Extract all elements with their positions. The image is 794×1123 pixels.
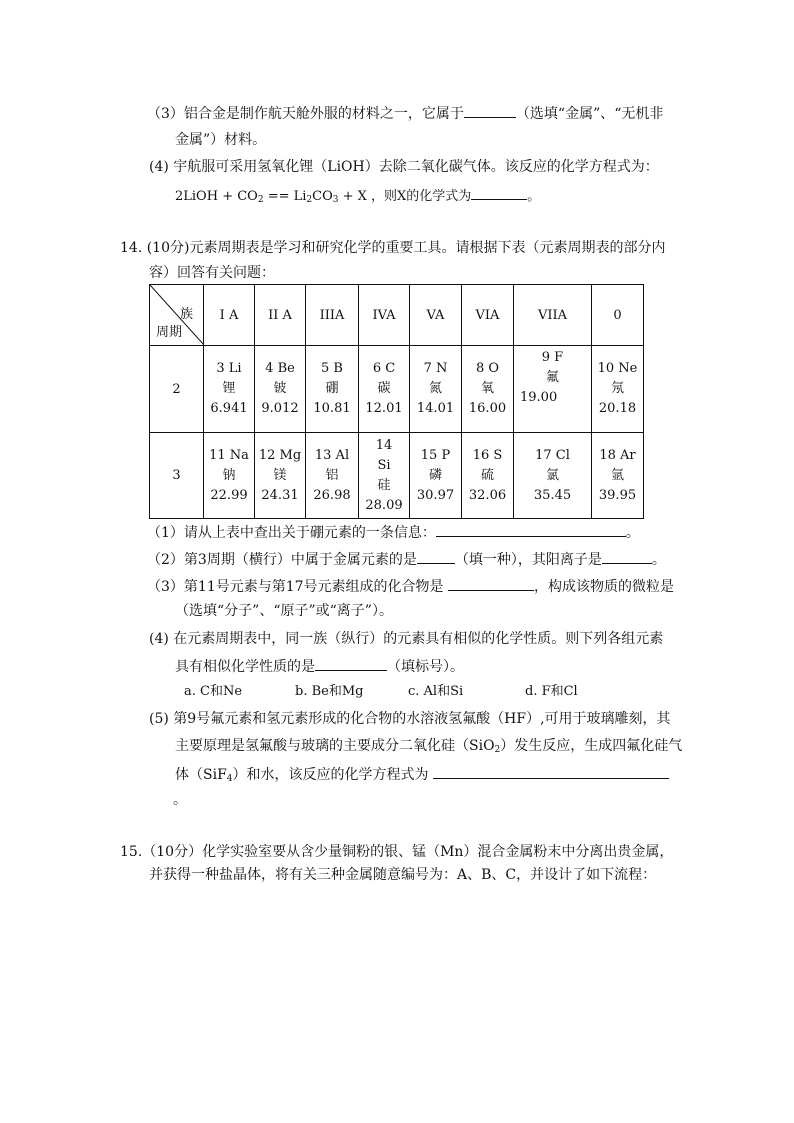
element-cell-p xyxy=(410,433,462,519)
element-cell-na xyxy=(204,433,255,519)
q14-sub1-end: 。 xyxy=(625,525,640,541)
eq-end: 。 xyxy=(527,189,541,204)
q14-sub2-text2: （填一种），其阳离子是 xyxy=(454,552,602,568)
element-mass: 9.012 xyxy=(261,401,299,416)
eq-sub: 2 xyxy=(257,195,264,205)
element-symbol: 9 F xyxy=(541,350,564,365)
table-row-period-3 xyxy=(150,433,644,519)
answer-blank[interactable] xyxy=(433,764,669,779)
q14-sub4-text2: （填标号）。 xyxy=(387,659,464,675)
table-header-row xyxy=(150,285,644,346)
element-cell-s xyxy=(462,433,514,519)
q14-sub4-line2 xyxy=(175,656,464,676)
group-header: II A xyxy=(255,285,306,346)
element-cell-al xyxy=(306,433,359,519)
q14-sub5-line3 xyxy=(175,764,669,788)
group-header: VIA xyxy=(462,285,514,346)
q14-sub4-text: 具有相似化学性质的是 xyxy=(175,659,315,675)
element-mass: 12.01 xyxy=(365,401,403,416)
corner-period-label: 周期 xyxy=(156,325,183,340)
element-cell-c xyxy=(359,346,410,433)
element-name: 铝 xyxy=(325,467,339,483)
element-symbol: 11 Na xyxy=(209,447,249,463)
element-name: 碳 xyxy=(377,381,391,396)
q14-sub4-line1: (4) 在元素周期表中，同一族（纵行）的元素具有相似的化学性质。则下列各组元素 xyxy=(149,631,664,647)
table-row-period-2 xyxy=(150,346,644,433)
q14-sub5-text3: 体（SiF xyxy=(175,767,227,783)
element-cell-cl xyxy=(514,433,592,519)
element-symbol: 3 Li xyxy=(216,361,242,376)
answer-blank[interactable] xyxy=(464,103,516,118)
eq-part: == Li xyxy=(263,189,307,204)
element-symbol: 10 Ne xyxy=(597,361,638,376)
eq-sub: 2 xyxy=(306,195,313,205)
eq-part: CO xyxy=(312,189,333,204)
eq-part: + X ，则X的化学式为 xyxy=(338,189,472,204)
eq-sub: 3 xyxy=(332,195,339,205)
element-name: 氮 xyxy=(428,381,442,396)
element-cell-si xyxy=(359,433,410,519)
element-cell-ar xyxy=(592,433,644,519)
corner-group-label: 族 xyxy=(179,307,193,322)
element-cell-be xyxy=(255,346,306,433)
element-mass: 32.06 xyxy=(468,487,507,503)
periodic-table xyxy=(149,284,644,519)
q14-option-d: d. F和Cl xyxy=(525,684,578,699)
answer-blank[interactable] xyxy=(471,185,527,200)
q14-sub1-text: （1）请从上表中查出关于硼元素的一条信息： xyxy=(147,525,436,541)
element-cell-f xyxy=(514,346,592,433)
q15-line1: 15.（10分）化学实验室要从含少量铜粉的银、锰（Mn）混合金属粉末中分离出贵金属， xyxy=(120,844,674,860)
element-mass: 16.00 xyxy=(468,401,507,416)
element-mass: 39.95 xyxy=(598,487,637,503)
q14-sub5-end: 。 xyxy=(173,792,187,808)
q13-part3-line1 xyxy=(147,103,663,123)
element-cell-li xyxy=(204,346,255,433)
element-name: 氖 xyxy=(610,381,624,396)
element-mass: 10.81 xyxy=(313,401,351,416)
element-mass: 14.01 xyxy=(416,401,455,416)
element-name: 氩 xyxy=(610,467,624,483)
element-symbol: Si xyxy=(377,457,391,473)
q14-sub5-text: 主要原理是氢氟酸与玻璃的主要成分二氧化硅（SiO xyxy=(175,738,495,754)
element-name: 氧 xyxy=(480,381,494,396)
group-header: 0 xyxy=(592,285,644,346)
q14-sub3-line1 xyxy=(147,576,674,596)
element-number: 14 xyxy=(375,437,393,453)
group-header: IVA xyxy=(359,285,410,346)
element-cell-o xyxy=(462,346,514,433)
element-mass: 24.31 xyxy=(261,487,299,503)
element-symbol: 8 O xyxy=(475,361,500,376)
group-header: VIIA xyxy=(514,285,592,346)
element-name: 氟 xyxy=(545,370,559,385)
element-cell-b xyxy=(306,346,359,433)
answer-blank[interactable] xyxy=(602,549,652,564)
answer-blank[interactable] xyxy=(417,549,455,564)
element-symbol: 7 N xyxy=(423,361,448,376)
element-symbol: 6 C xyxy=(372,361,396,376)
q13-part3-line2: 金属”）材料。 xyxy=(175,132,267,148)
period-label: 2 xyxy=(150,346,204,433)
element-mass: 19.00 xyxy=(520,390,558,405)
element-name: 硼 xyxy=(325,381,339,396)
element-symbol: 4 Be xyxy=(265,361,295,376)
element-symbol: 18 Ar xyxy=(599,447,636,463)
element-mass: 28.09 xyxy=(365,497,403,513)
element-name: 锂 xyxy=(222,381,236,396)
element-mass: 20.18 xyxy=(598,401,637,416)
element-cell-ne xyxy=(592,346,644,433)
element-name: 氯 xyxy=(545,467,559,483)
q14-sub2-text: （2）第3周期（横行）中属于金属元素的是 xyxy=(147,552,417,568)
q14-sub5-text4: ）和水，该反应的化学方程式为 xyxy=(232,767,433,783)
element-symbol: 15 P xyxy=(420,447,451,463)
q14-option-a: a. C和Ne xyxy=(184,684,243,699)
group-header: I A xyxy=(204,285,255,346)
subscript: 2 xyxy=(494,745,501,755)
q13-part3-text: （3）铝合金是制作航天舱外服的材料之一，它属于 xyxy=(147,106,464,122)
element-name: 镁 xyxy=(273,467,287,483)
element-mass: 26.98 xyxy=(313,487,351,503)
q14-option-b: b. Be和Mg xyxy=(295,684,364,699)
q14-sub5-line1: (5) 第9号氟元素和氢元素形成的化合物的水溶液氢氟酸（HF）,可用于玻璃雕刻，其 xyxy=(149,711,671,727)
answer-blank[interactable] xyxy=(448,576,534,591)
element-mass: 6.941 xyxy=(210,401,248,416)
table-corner-cell xyxy=(150,285,204,346)
q14-sub3-text: （3）第11号元素与第17号元素组成的化合物是 xyxy=(147,579,448,595)
element-symbol: 16 S xyxy=(472,447,503,463)
q14-sub2-end: 。 xyxy=(651,552,666,568)
element-symbol: 12 Mg xyxy=(258,447,302,463)
element-symbol: 13 Al xyxy=(314,447,350,463)
eq-part: 2LiOH + CO xyxy=(175,189,258,204)
group-header: IIIA xyxy=(306,285,359,346)
element-cell-n xyxy=(410,346,462,433)
answer-blank[interactable] xyxy=(315,656,387,671)
element-name: 磷 xyxy=(428,467,442,483)
q13-part3-options: （选填“金属”、“无机非 xyxy=(515,106,664,122)
q13-equation xyxy=(175,185,540,209)
period-label: 3 xyxy=(150,433,204,519)
subscript: 4 xyxy=(226,774,233,784)
group-header: VA xyxy=(410,285,462,346)
element-symbol: 5 B xyxy=(321,361,343,376)
q14-sub5-text2: ）发生反应，生成四氟化硅气 xyxy=(500,738,683,754)
element-symbol: 17 Cl xyxy=(535,447,570,463)
q14-sub3-line2: （选填“分子”、“原子”或“离子”）。 xyxy=(175,603,393,619)
q15-line2: 并获得一种盐晶体，将有关三种金属随意编号为：A、B、C，并设计了如下流程： xyxy=(149,867,657,883)
q14-sub2 xyxy=(147,549,666,569)
q13-part4-line1: (4) 宇航服可采用氢氧化锂（LiOH）去除二氧化碳气体。该反应的化学方程式为： xyxy=(149,159,659,175)
answer-blank[interactable] xyxy=(436,522,626,537)
q14-sub5-line2 xyxy=(175,737,682,759)
element-mass: 35.45 xyxy=(533,487,572,503)
element-name: 硅 xyxy=(377,477,391,493)
q14-sub3-text2: ，构成该物质的微粒是 xyxy=(534,579,674,595)
element-name: 钠 xyxy=(222,467,236,483)
element-cell-mg xyxy=(255,433,306,519)
element-name: 硫 xyxy=(480,467,494,483)
element-name: 铍 xyxy=(273,381,287,396)
q14-sub1 xyxy=(147,522,640,542)
q14-intro-line1: 14. (10分)元素周期表是学习和研究化学的重要工具。请根据下表（元素周期表的部分内 xyxy=(120,240,666,256)
q14-option-c: c. Al和Si xyxy=(408,684,464,699)
element-mass: 22.99 xyxy=(210,487,248,503)
q14-intro-line2: 容）回答有关问题： xyxy=(149,265,275,281)
element-mass: 30.97 xyxy=(416,487,455,503)
